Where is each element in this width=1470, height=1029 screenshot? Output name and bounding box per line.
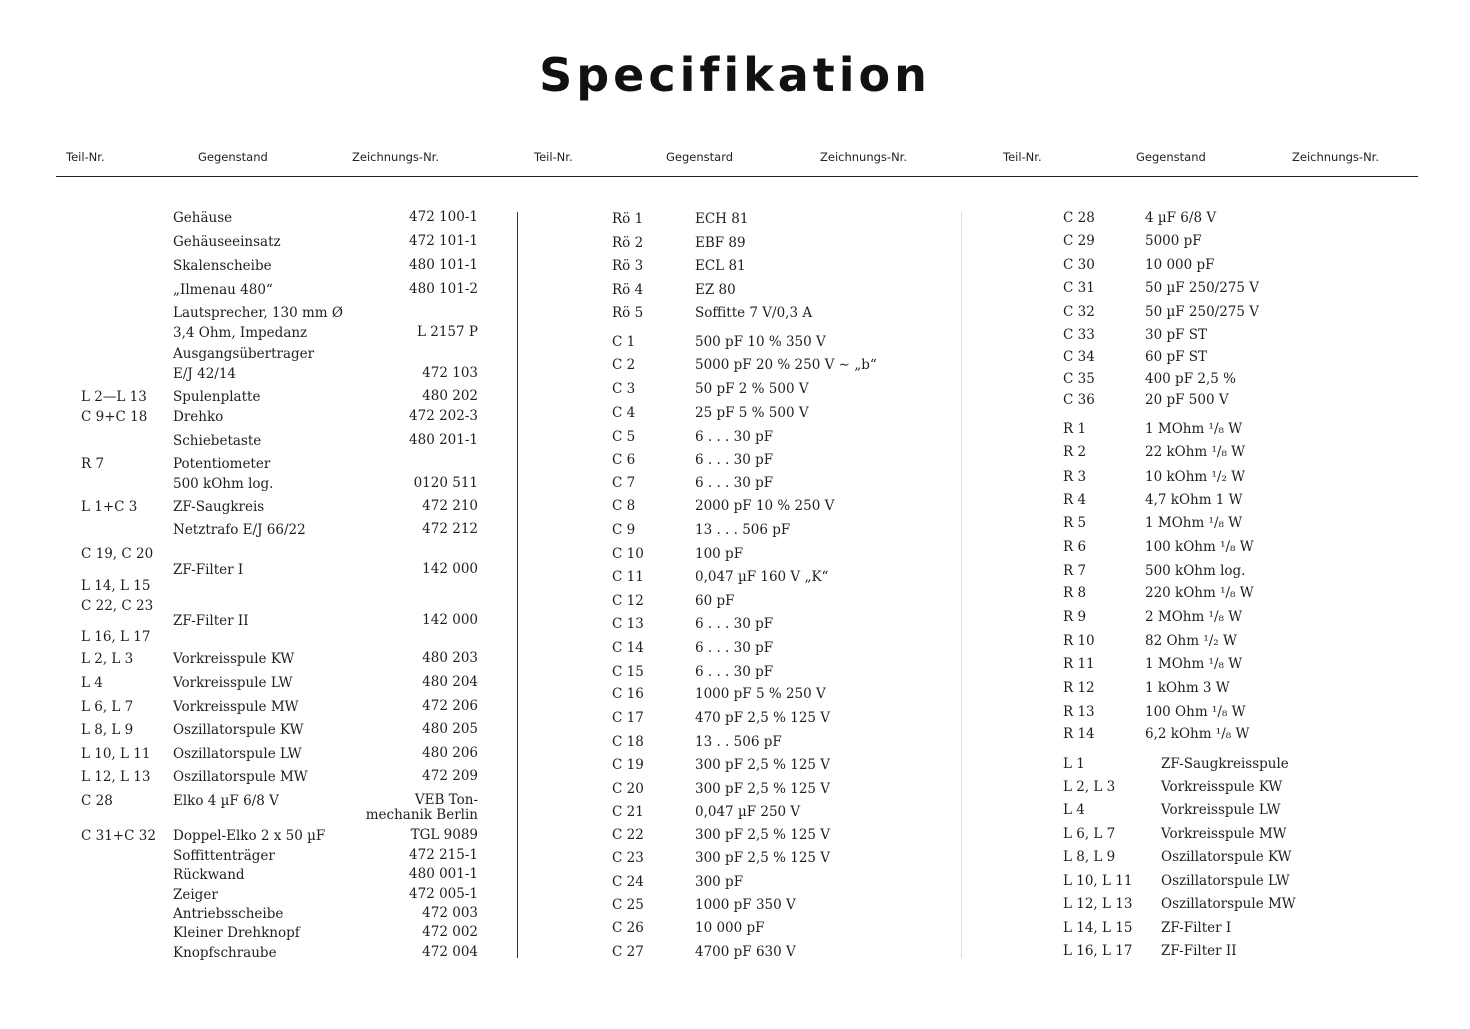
gegenstand-cell: 470 pF 2,5 % 125 V	[695, 710, 831, 726]
gegenstand-cell: 60 pF ST	[1145, 349, 1208, 365]
teil-nr-cell: R 6	[1063, 539, 1087, 555]
zeichnungs-nr-cell: 480 201-1	[409, 432, 478, 448]
gegenstand-cell: 6 . . . 30 pF	[695, 475, 774, 491]
zeichnungs-nr-cell: TGL 9089	[410, 827, 478, 843]
gegenstand-cell: Lautsprecher, 130 mm Ø	[173, 305, 343, 321]
zeichnungs-nr-cell: 472 209	[422, 768, 478, 784]
header-gegenstand-2: Gegenstard	[666, 150, 734, 164]
gegenstand-cell: 300 pF	[695, 874, 744, 890]
zeichnungs-nr-cell: 472 100-1	[409, 209, 478, 225]
page-title: Specifikation	[539, 48, 931, 102]
teil-nr-cell: C 19, C 20	[81, 546, 154, 562]
gegenstand-cell: Vorkreisspule LW	[1161, 802, 1281, 818]
teil-nr-cell: R 11	[1063, 656, 1095, 672]
teil-nr-cell: C 31+C 32	[81, 828, 156, 844]
teil-nr-cell: C 13	[612, 616, 644, 632]
teil-nr-cell: C 33	[1063, 327, 1095, 343]
header-zeichnungs-nr-1: Zeichnungs-Nr.	[352, 150, 439, 164]
teil-nr-cell: L 16, L 17	[81, 629, 151, 645]
teil-nr-cell: R 9	[1063, 609, 1087, 625]
gegenstand-cell: 4700 pF 630 V	[695, 944, 796, 960]
teil-nr-cell: R 8	[1063, 585, 1087, 601]
teil-nr-cell: C 24	[612, 874, 644, 890]
gegenstand-cell: 6,2 kOhm ¹/₈ W	[1145, 726, 1250, 742]
gegenstand-cell: Elko 4 µF 6/8 V	[173, 793, 279, 809]
gegenstand-cell: 500 kOhm log.	[1145, 563, 1246, 579]
gegenstand-cell: ECL 81	[695, 258, 746, 274]
teil-nr-cell: L 16, L 17	[1063, 943, 1133, 959]
teil-nr-cell: L 2, L 3	[81, 651, 134, 667]
gegenstand-cell: 0,047 µF 160 V „K“	[695, 569, 829, 585]
teil-nr-cell: L 2—L 13	[81, 389, 147, 405]
gegenstand-cell: Soffittenträger	[173, 848, 275, 864]
gegenstand-cell: 300 pF 2,5 % 125 V	[695, 781, 831, 797]
zeichnungs-nr-cell: 480 204	[422, 674, 478, 690]
teil-nr-cell: C 2	[612, 357, 636, 373]
gegenstand-cell: 100 Ohm ¹/₈ W	[1145, 704, 1246, 720]
gegenstand-cell: 220 kOhm ¹/₈ W	[1145, 585, 1254, 601]
gegenstand-cell: Rückwand	[173, 867, 245, 883]
zeichnungs-nr-cell: 142 000	[422, 612, 478, 628]
gegenstand-cell: Spulenplatte	[173, 389, 261, 405]
zeichnungs-nr-cell: 472 210	[422, 498, 478, 514]
teil-nr-cell: L 8, L 9	[81, 722, 134, 738]
teil-nr-cell: R 7	[1063, 563, 1087, 579]
teil-nr-cell: R 4	[1063, 492, 1087, 508]
teil-nr-cell: L 4	[1063, 802, 1085, 818]
teil-nr-cell: R 3	[1063, 469, 1087, 485]
gegenstand-cell: 60 pF	[695, 593, 735, 609]
zeichnungs-nr-cell: 472 212	[422, 521, 478, 537]
teil-nr-cell: C 22	[612, 827, 644, 843]
zeichnungs-nr-cell: L 2157 P	[417, 324, 478, 340]
header-zeichnungs-nr-2: Zeichnungs-Nr.	[820, 150, 907, 164]
teil-nr-cell: C 5	[612, 429, 636, 445]
gegenstand-cell: 10 000 pF	[695, 920, 765, 936]
teil-nr-cell: C 16	[612, 686, 644, 702]
teil-nr-cell: L 1	[1063, 756, 1085, 772]
gegenstand-cell: 4,7 kOhm 1 W	[1145, 492, 1243, 508]
teil-nr-cell: Rö 1	[612, 211, 644, 227]
gegenstand-cell: Vorkreisspule LW	[173, 675, 293, 691]
zeichnungs-nr-cell: 472 002	[422, 924, 478, 940]
teil-nr-cell: C 36	[1063, 392, 1095, 408]
gegenstand-cell: Kleiner Drehknopf	[173, 925, 300, 941]
teil-nr-cell: C 22, C 23	[81, 598, 154, 614]
teil-nr-cell: C 31	[1063, 280, 1095, 296]
teil-nr-cell: C 34	[1063, 349, 1095, 365]
zeichnungs-nr-cell: 472 003	[422, 905, 478, 921]
zeichnungs-nr-cell: 472 103	[422, 365, 478, 381]
header-gegenstand-3: Gegenstand	[1136, 150, 1206, 164]
gegenstand-cell: Skalenscheibe	[173, 258, 272, 274]
gegenstand-cell: 0,047 µF 250 V	[695, 804, 801, 820]
gegenstand-cell: 300 pF 2,5 % 125 V	[695, 850, 831, 866]
gegenstand-cell: 30 pF ST	[1145, 327, 1208, 343]
teil-nr-cell: L 6, L 7	[1063, 826, 1116, 842]
zeichnungs-nr-cell: 472 101-1	[409, 233, 478, 249]
header-gegenstand-1: Gegenstand	[198, 150, 268, 164]
gegenstand-cell: 500 kOhm log.	[173, 476, 274, 492]
gegenstand-cell: 6 . . . 30 pF	[695, 452, 774, 468]
teil-nr-cell: Rö 4	[612, 282, 644, 298]
teil-nr-cell: Rö 5	[612, 305, 644, 321]
header-zeichnungs-nr-3: Zeichnungs-Nr.	[1292, 150, 1379, 164]
gegenstand-cell: 2000 pF 10 % 250 V	[695, 498, 835, 514]
gegenstand-cell: 50 µF 250/275 V	[1145, 280, 1260, 296]
teil-nr-cell: L 14, L 15	[1063, 920, 1133, 936]
teil-nr-cell: C 25	[612, 897, 644, 913]
gegenstand-cell: 3,4 Ohm, Impedanz	[173, 325, 308, 341]
gegenstand-cell: Oszillatorspule KW	[1161, 849, 1292, 865]
gegenstand-cell: EZ 80	[695, 282, 736, 298]
teil-nr-cell: L 10, L 11	[1063, 873, 1133, 889]
gegenstand-cell: 82 Ohm ¹/₂ W	[1145, 633, 1237, 649]
zeichnungs-nr-cell: 472 202-3	[409, 408, 478, 424]
gegenstand-cell: Vorkreisspule MW	[1161, 826, 1287, 842]
gegenstand-cell: 400 pF 2,5 %	[1145, 371, 1236, 387]
column-divider-1	[517, 212, 518, 958]
teil-nr-cell: R 10	[1063, 633, 1095, 649]
gegenstand-cell: 1 MOhm ¹/₈ W	[1145, 656, 1243, 672]
teil-nr-cell: C 10	[612, 546, 644, 562]
teil-nr-cell: L 6, L 7	[81, 699, 134, 715]
gegenstand-cell: 22 kOhm ¹/₈ W	[1145, 444, 1246, 460]
zeichnungs-nr-cell: 472 004	[422, 944, 478, 960]
gegenstand-cell: 10 000 pF	[1145, 257, 1215, 273]
teil-nr-cell: C 3	[612, 381, 636, 397]
gegenstand-cell: ZF-Filter I	[173, 562, 244, 578]
gegenstand-cell: 50 µF 250/275 V	[1145, 304, 1260, 320]
teil-nr-cell: C 29	[1063, 233, 1095, 249]
teil-nr-cell: L 1+C 3	[81, 499, 138, 515]
gegenstand-cell: 1 kOhm 3 W	[1145, 680, 1230, 696]
header-teil-nr-2: Teil-Nr.	[534, 150, 573, 164]
zeichnungs-nr-cell: 472 005-1	[409, 886, 478, 902]
teil-nr-cell: C 26	[612, 920, 644, 936]
gegenstand-cell: Vorkreisspule KW	[1161, 779, 1283, 795]
gegenstand-cell: Oszillatorspule MW	[173, 769, 308, 785]
gegenstand-cell: 100 pF	[695, 546, 744, 562]
gegenstand-cell: 1 MOhm ¹/₈ W	[1145, 421, 1243, 437]
teil-nr-cell: R 13	[1063, 704, 1095, 720]
zeichnungs-nr-cell: 142 000	[422, 561, 478, 577]
teil-nr-cell: R 14	[1063, 726, 1095, 742]
teil-nr-cell: L 2, L 3	[1063, 779, 1116, 795]
gegenstand-cell: Doppel-Elko 2 x 50 µF	[173, 828, 326, 844]
teil-nr-cell: C 12	[612, 593, 644, 609]
teil-nr-cell: L 10, L 11	[81, 746, 151, 762]
gegenstand-cell: Vorkreisspule MW	[173, 699, 299, 715]
teil-nr-cell: C 28	[1063, 210, 1095, 226]
teil-nr-cell: C 30	[1063, 257, 1095, 273]
gegenstand-cell: 10 kOhm ¹/₂ W	[1145, 469, 1246, 485]
teil-nr-cell: L 8, L 9	[1063, 849, 1116, 865]
zeichnungs-nr-cell: 480 101-2	[409, 281, 478, 297]
header-rule	[56, 176, 1418, 177]
teil-nr-cell: C 23	[612, 850, 644, 866]
gegenstand-cell: 50 pF 2 % 500 V	[695, 381, 809, 397]
teil-nr-cell: C 6	[612, 452, 636, 468]
header-teil-nr-3: Teil-Nr.	[1003, 150, 1042, 164]
zeichnungs-nr-cell: 480 203	[422, 650, 478, 666]
teil-nr-cell: C 17	[612, 710, 644, 726]
gegenstand-cell: 5000 pF	[1145, 233, 1202, 249]
teil-nr-cell: C 21	[612, 804, 644, 820]
gegenstand-cell: E/J 42/14	[173, 366, 237, 382]
gegenstand-cell: 2 MOhm ¹/₈ W	[1145, 609, 1243, 625]
gegenstand-cell: Schiebetaste	[173, 433, 262, 449]
teil-nr-cell: R 12	[1063, 680, 1095, 696]
gegenstand-cell: Netztrafo E/J 66/22	[173, 522, 306, 538]
zeichnungs-nr-cell: 472 206	[422, 698, 478, 714]
gegenstand-cell: Oszillatorspule LW	[173, 746, 302, 762]
teil-nr-cell: C 9+C 18	[81, 409, 148, 425]
gegenstand-cell: 6 . . . 30 pF	[695, 429, 774, 445]
teil-nr-cell: R 7	[81, 456, 105, 472]
gegenstand-cell: „Ilmenau 480“	[173, 282, 273, 298]
gegenstand-cell: Gehäuseeinsatz	[173, 234, 281, 250]
gegenstand-cell: 6 . . . 30 pF	[695, 664, 774, 680]
teil-nr-cell: C 7	[612, 475, 636, 491]
teil-nr-cell: C 8	[612, 498, 636, 514]
teil-nr-cell: R 2	[1063, 444, 1087, 460]
teil-nr-cell: R 5	[1063, 515, 1087, 531]
teil-nr-cell: C 4	[612, 405, 636, 421]
gegenstand-cell: ZF-Filter II	[173, 613, 249, 629]
gegenstand-cell: Gehäuse	[173, 210, 233, 226]
gegenstand-cell: 1000 pF 350 V	[695, 897, 796, 913]
teil-nr-cell: R 1	[1063, 421, 1087, 437]
gegenstand-cell: 6 . . . 30 pF	[695, 616, 774, 632]
zeichnungs-nr-cell: 0120 511	[413, 475, 478, 491]
gegenstand-cell: 13 . . 506 pF	[695, 734, 782, 750]
gegenstand-cell: ZF-Filter I	[1161, 920, 1232, 936]
gegenstand-cell: Vorkreisspule KW	[173, 651, 295, 667]
gegenstand-cell: ZF-Saugkreis	[173, 499, 265, 515]
zeichnungs-nr-cell: 480 205	[422, 721, 478, 737]
gegenstand-cell: 100 kOhm ¹/₈ W	[1145, 539, 1254, 555]
gegenstand-cell: Oszillatorspule KW	[173, 722, 304, 738]
teil-nr-cell: C 18	[612, 734, 644, 750]
teil-nr-cell: C 20	[612, 781, 644, 797]
teil-nr-cell: L 4	[81, 675, 103, 691]
gegenstand-cell: 13 . . . 506 pF	[695, 522, 791, 538]
zeichnungs-nr-cell: 480 206	[422, 745, 478, 761]
teil-nr-cell: Rö 2	[612, 235, 644, 251]
gegenstand-cell: ZF-Saugkreisspule	[1161, 756, 1289, 772]
gegenstand-cell: Knopfschraube	[173, 945, 277, 961]
teil-nr-cell: C 27	[612, 944, 644, 960]
gegenstand-cell: 1 MOhm ¹/₈ W	[1145, 515, 1243, 531]
teil-nr-cell: C 11	[612, 569, 644, 585]
teil-nr-cell: C 32	[1063, 304, 1095, 320]
teil-nr-cell: C 19	[612, 757, 644, 773]
gegenstand-cell: 4 µF 6/8 V	[1145, 210, 1217, 226]
teil-nr-cell: C 14	[612, 640, 644, 656]
gegenstand-cell: 25 pF 5 % 500 V	[695, 405, 809, 421]
gegenstand-cell: 300 pF 2,5 % 125 V	[695, 757, 831, 773]
gegenstand-cell: EBF 89	[695, 235, 746, 251]
gegenstand-cell: 300 pF 2,5 % 125 V	[695, 827, 831, 843]
gegenstand-cell: Oszillatorspule MW	[1161, 896, 1296, 912]
gegenstand-cell: 5000 pF 20 % 250 V ∼ „b“	[695, 357, 877, 373]
gegenstand-cell: Zeiger	[173, 887, 218, 903]
gegenstand-cell: 6 . . . 30 pF	[695, 640, 774, 656]
gegenstand-cell: Antriebsscheibe	[173, 906, 284, 922]
zeichnungs-nr-cell: 480 101-1	[409, 257, 478, 273]
teil-nr-cell: L 14, L 15	[81, 578, 151, 594]
teil-nr-cell: C 15	[612, 664, 644, 680]
gegenstand-cell: Oszillatorspule LW	[1161, 873, 1290, 889]
gegenstand-cell: Ausgangsübertrager	[173, 346, 315, 362]
column-divider-2	[961, 212, 962, 958]
teil-nr-cell: C 9	[612, 522, 636, 538]
gegenstand-cell: Potentiometer	[173, 456, 271, 472]
zeichnungs-nr-cell: VEB Ton- mechanik Berlin	[365, 792, 478, 823]
gegenstand-cell: 20 pF 500 V	[1145, 392, 1229, 408]
teil-nr-cell: L 12, L 13	[81, 769, 151, 785]
header-teil-nr-1: Teil-Nr.	[66, 150, 105, 164]
gegenstand-cell: Drehko	[173, 409, 224, 425]
zeichnungs-nr-cell: 480 001-1	[409, 866, 478, 882]
gegenstand-cell: 500 pF 10 % 350 V	[695, 334, 826, 350]
teil-nr-cell: L 12, L 13	[1063, 896, 1133, 912]
gegenstand-cell: ECH 81	[695, 211, 749, 227]
teil-nr-cell: Rö 3	[612, 258, 644, 274]
teil-nr-cell: C 1	[612, 334, 636, 350]
teil-nr-cell: C 28	[81, 793, 113, 809]
gegenstand-cell: ZF-Filter II	[1161, 943, 1237, 959]
teil-nr-cell: C 35	[1063, 371, 1095, 387]
zeichnungs-nr-cell: 472 215-1	[409, 847, 478, 863]
gegenstand-cell: 1000 pF 5 % 250 V	[695, 686, 826, 702]
gegenstand-cell: Soffitte 7 V/0,3 A	[695, 305, 813, 321]
zeichnungs-nr-cell: 480 202	[422, 388, 478, 404]
